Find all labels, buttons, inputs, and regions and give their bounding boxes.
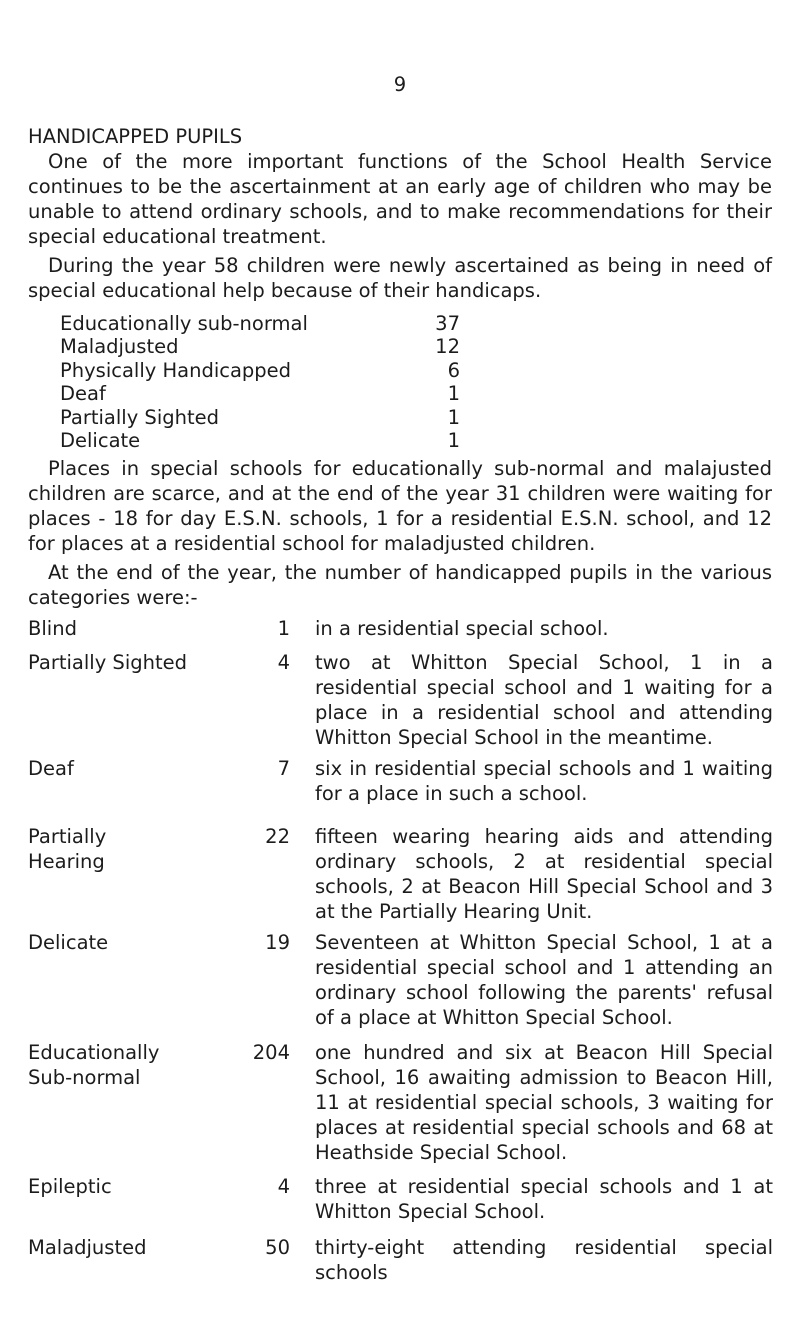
intro-paragraph: One of the more important functions of the School Health Service continues to be the ascertainment at an early age of children who may be unable to attend ordinary schools, and to make recommendations for their special educational treatment. (28, 150, 772, 248)
count-row (60, 359, 460, 382)
count-value: 6 (447, 358, 460, 382)
category-count: 22 (265, 825, 290, 848)
count-label: Physically Handicapped (60, 358, 292, 382)
waiting-places-paragraph: Places in special schools for educationally sub-normal and malajusted children are scarce, and at the end of the year 31 children were waiting for places - 18 for day E.S.N. schools, 1 for a residential E.S.N. school, and 12 for places at a residential school for maladjusted children. (28, 457, 772, 555)
new-ascertainments-list (60, 312, 460, 452)
count-row (60, 406, 460, 429)
count-value: 1 (447, 382, 460, 406)
category-description: one hundred and six at Beacon Hill Special School, 16 awaiting admission to Beacon Hill, 11 at residential special schools, 3 waiting for places at residential special schools and 68 at Heathside Special School. (315, 1041, 773, 1164)
count-row (60, 312, 460, 335)
count-label: Maladjusted (60, 335, 179, 359)
category-description: Seventeen at Whitton Special School, 1 at a residential special school and 1 attending an ordinary school following the parents' refusal of a place at Whitton Special School. (315, 931, 773, 1029)
section-heading: HANDICAPPED PUPILS (28, 125, 243, 148)
category-name: Epileptic (28, 1175, 112, 1198)
category-name: Educationally Sub-normal (28, 1041, 160, 1089)
category-description: in a residential special school. (315, 617, 609, 640)
category-count: 7 (277, 757, 290, 780)
category-count: 50 (265, 1236, 290, 1259)
count-value: 1 (447, 428, 460, 452)
category-name: Blind (28, 617, 77, 640)
count-label: Educationally sub-normal (60, 312, 308, 335)
category-count: 19 (265, 931, 290, 954)
count-row (60, 382, 460, 405)
category-description: three at residential special schools and 1 at Whitton Special School. (315, 1175, 773, 1223)
categories-intro-paragraph: At the end of the year, the number of handicapped pupils in the various categories were:- (28, 561, 772, 609)
category-count: 4 (277, 1175, 290, 1198)
ascertainment-paragraph: During the year 58 children were newly ascertained as being in need of special educational help because of their handicaps. (28, 254, 772, 302)
category-description: thirty-eight attending residential special schools (315, 1236, 773, 1284)
category-count: 1 (277, 617, 290, 640)
category-name: Maladjusted (28, 1236, 147, 1259)
category-description: two at Whitton Special School, 1 in a residential special school and 1 waiting for a place in a residential school and attending Whitton Special School in the meantime. (315, 651, 773, 749)
category-name: Partially Sighted (28, 651, 187, 674)
count-value: 1 (447, 405, 460, 429)
count-row (60, 429, 460, 452)
category-count: 4 (277, 651, 290, 674)
category-name: Deaf (28, 757, 74, 780)
category-description: fifteen wearing hearing aids and attending ordinary schools, 2 at residential special schools, 2 at Beacon Hill Special School and 3 at the Partially Hearing Unit. (315, 825, 773, 923)
count-label: Delicate (60, 428, 141, 452)
category-description: six in residential special schools and 1 waiting for a place in such a school. (315, 757, 773, 805)
page-number: 9 (393, 73, 407, 96)
count-label: Deaf (60, 382, 106, 406)
count-value: 37 (435, 312, 460, 335)
count-label: Partially Sighted (60, 405, 219, 429)
category-name: Partially Hearing (28, 825, 107, 873)
count-value: 12 (435, 335, 460, 359)
category-count: 204 (252, 1041, 290, 1064)
category-name: Delicate (28, 931, 109, 954)
count-row (60, 335, 460, 358)
